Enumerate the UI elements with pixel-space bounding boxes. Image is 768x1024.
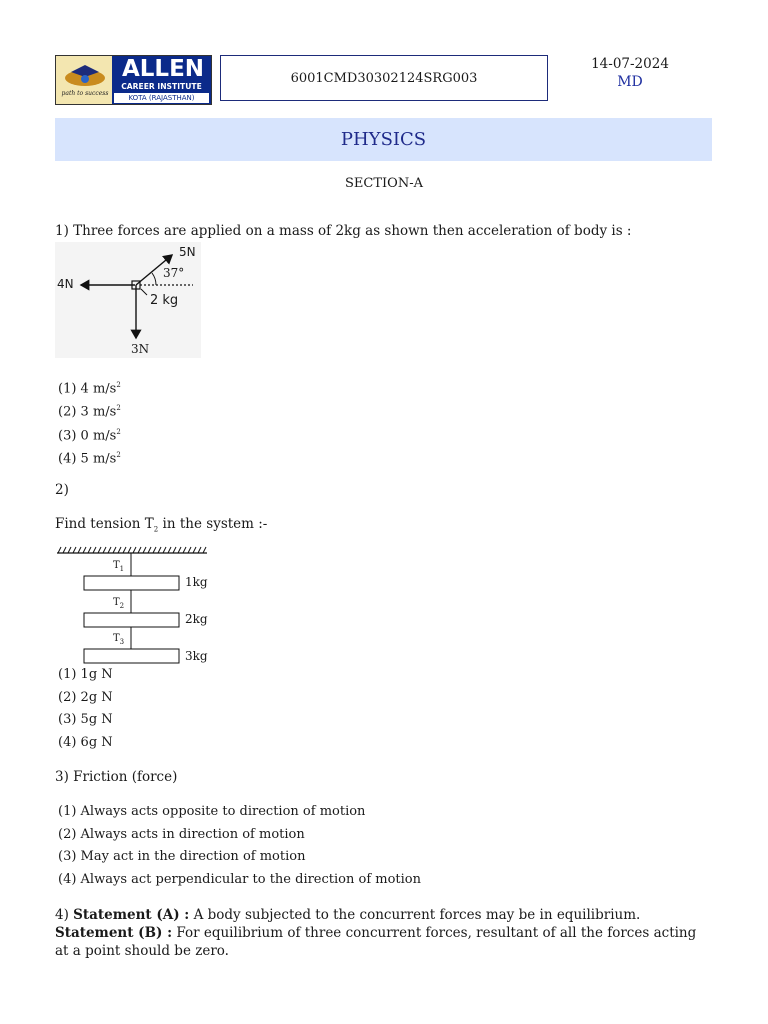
q2-mass2-label: 2kg <box>185 612 208 626</box>
q2-t3-label: $T_3$ <box>113 633 125 646</box>
q2-mass1-label: 1kg <box>185 575 208 589</box>
q1-option-3[interactable]: (3) 0 $m/s^2$ <box>58 428 121 444</box>
q4-statement-b: Statement (B) : For equilibrium of three concurrent forces, resultant of all the forces acting at a point should be zero. <box>55 925 697 959</box>
q1-option-1[interactable]: (1) 4 $m/s^2$ <box>58 381 121 397</box>
q2-number: 2) <box>55 482 69 498</box>
q3-option-2[interactable]: (2) Always acts in direction of motion <box>58 827 305 842</box>
exam-date: 14-07-2024 <box>591 56 669 72</box>
q1-force-diag-label: 5N <box>179 245 196 259</box>
q2-option-1[interactable]: (1) 1g N <box>58 667 113 682</box>
logo-subtitle: CAREER INSTITUTE <box>121 82 202 91</box>
q4-statement-a: 4) Statement (A) : A body subjected to the concurrent forces may be in equilibrium. <box>55 907 641 923</box>
q1-mass-label: 2 kg <box>150 293 179 308</box>
logo-tagline: path to success <box>61 90 109 97</box>
subject-title: PHYSICS <box>340 129 427 150</box>
q2-mass3-label: 3kg <box>185 649 208 663</box>
q2-option-4[interactable]: (4) 6g N <box>58 735 113 750</box>
q2-option-3[interactable]: (3) 5g N <box>58 712 113 727</box>
q2-t1-label: $T_1$ <box>113 560 125 573</box>
q1-force-diagram <box>55 242 201 358</box>
q1-figure <box>55 242 201 358</box>
q3-option-4[interactable]: (4) Always act perpendicular to the direction of motion <box>58 872 422 887</box>
logo-emblem-icon <box>62 62 108 88</box>
stream-label: MD <box>617 74 643 90</box>
paper-code: 6001CMD30302124SRG003 <box>290 70 478 86</box>
q1-text: 1) Three forces are applied on a mass of 2kg as shown then acceleration of body is : <box>55 223 632 239</box>
paper-code-box <box>220 55 548 101</box>
q3-text: 3) Friction (force) <box>55 769 178 785</box>
q1-option-4[interactable]: (4) 5 $m/s^2$ <box>58 451 121 467</box>
logo-brand: ALLEN <box>121 56 205 82</box>
q3-option-1[interactable]: (1) Always acts opposite to direction of motion <box>58 804 366 819</box>
q1-option-2[interactable]: (2) 3 $m/s^2$ <box>58 404 121 420</box>
allen-logo <box>55 55 212 105</box>
subject-banner <box>55 118 712 161</box>
q2-option-2[interactable]: (2) 2g N <box>58 690 113 705</box>
q1-angle-label: 37° <box>163 266 185 280</box>
q1-force-left-label: 4N <box>57 277 74 291</box>
q2-figure <box>55 545 215 667</box>
q2-text: Find tension $T_2$ in the system :- <box>55 516 268 534</box>
section-heading: SECTION-A <box>345 176 423 191</box>
q1-force-down-label: 3N <box>131 342 150 356</box>
logo-place: KOTA (RAJASTHAN) <box>114 93 209 103</box>
q3-option-3[interactable]: (3) May act in the direction of motion <box>58 849 306 864</box>
q2-t2-label: $T_2$ <box>113 597 125 610</box>
